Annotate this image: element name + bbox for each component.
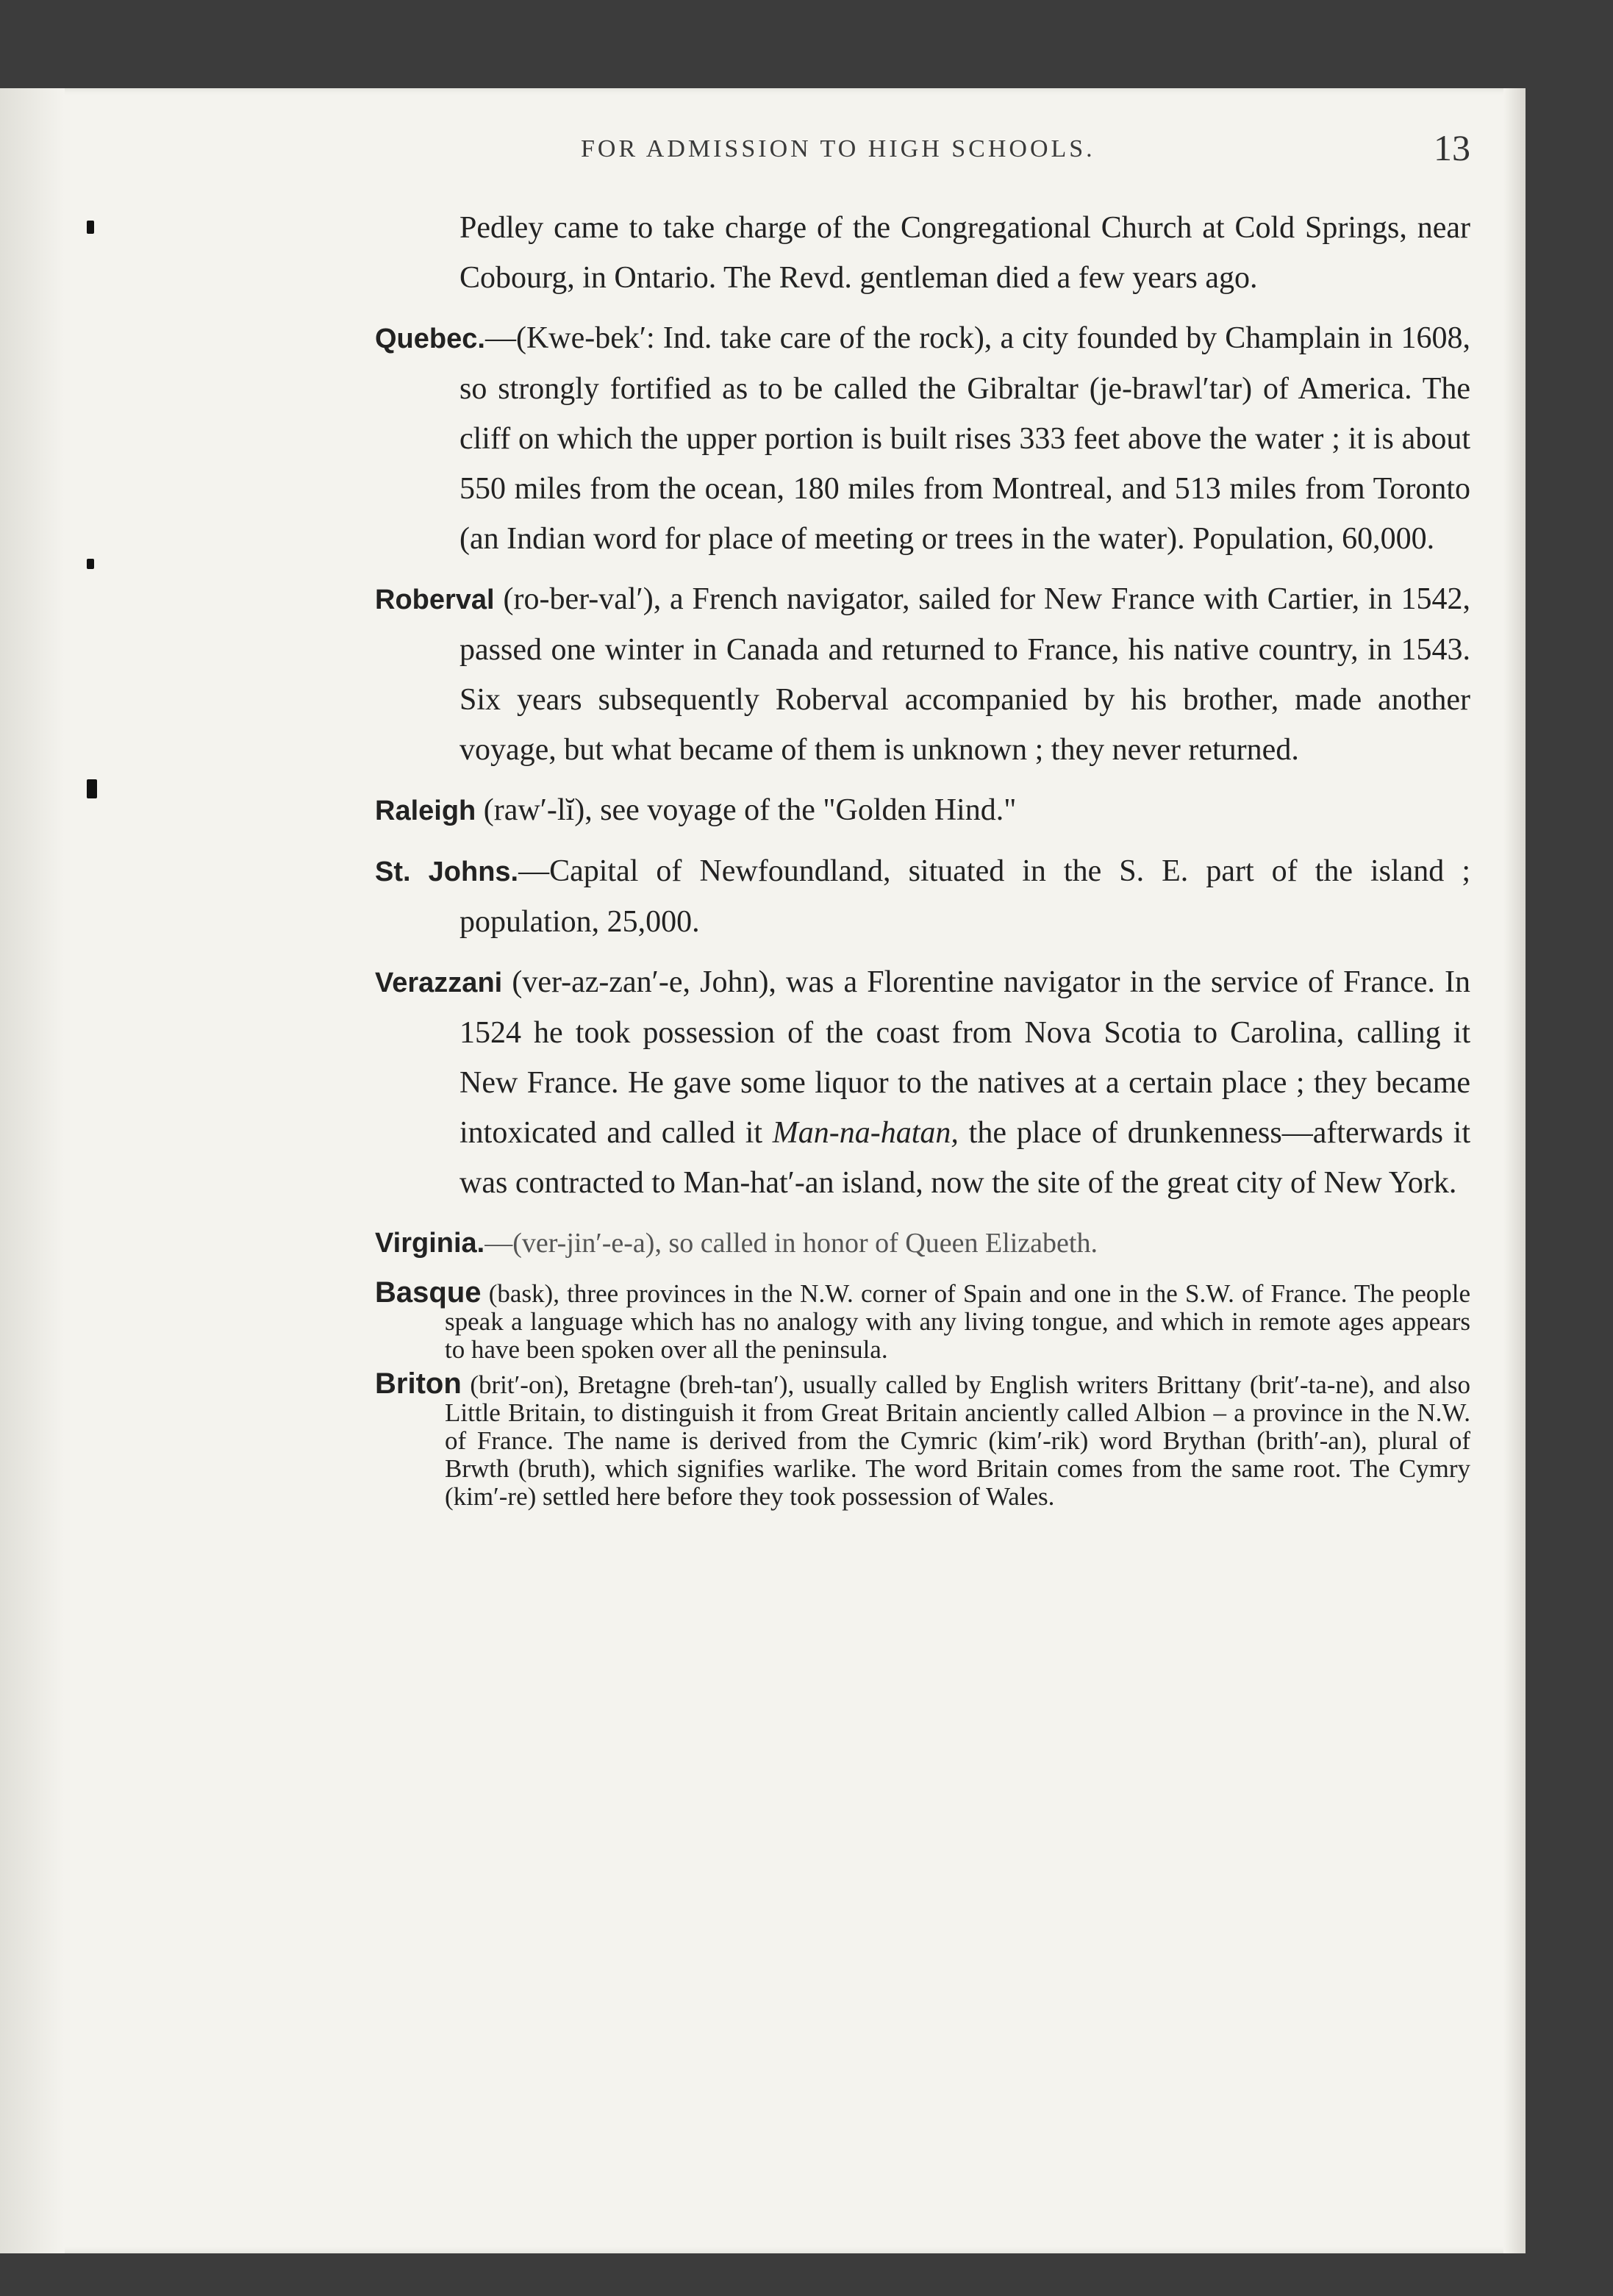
entry-virginia xyxy=(375,1218,1470,1268)
entry-headword: Quebec. xyxy=(375,323,485,354)
entry-basque xyxy=(375,1278,1470,1364)
entry-text: (raw′-lĭ), see voyage of the "Golden Hind." xyxy=(483,793,1017,827)
entry-text: (ro-ber-val′), a French navigator, sailed for New France with Cartier, in 1542, passed one winter in Canada and returned to France, his native country, in 1543. Six years subsequently Roberval accompanied by his brother, made another voyage, but what became of them is unknown ; they never returned. xyxy=(459,582,1471,767)
entry-headword: Verazzani xyxy=(375,968,503,998)
page-header xyxy=(581,126,1470,171)
entry-quebec xyxy=(375,313,1470,564)
entry-roberval xyxy=(375,574,1470,775)
entry-raleigh xyxy=(375,785,1470,836)
entry-headword: St. Johns. xyxy=(375,856,519,887)
entry-headword: Roberval xyxy=(375,584,495,615)
entry-text: (brit′-on), Bretagne (breh-tan′), usually called by English writers Brittany (brit′-ta-ne), and also Little Britain, to distinguish it from Great Britain anciently called Albion – a province in the N.W. of France. The name is derived from the Cymric (kim′-rik) word Brythan (brith′-an), plural of Brwth (bruth), which signifies warlike. The word Britain comes from the same root. The Cymry (kim′-re) settled here before they took possession of Wales. xyxy=(445,1370,1470,1511)
entry-headword: Briton xyxy=(375,1367,462,1400)
entry-text: the place of drunkenness—afterwards it was contracted to Man-hat′-an island, now the site of the great city of New York. xyxy=(459,1116,1471,1200)
entry-headword: Virginia. xyxy=(375,1228,485,1259)
entry-text: (ver-az-zan′-e, John), was a Florentine navigator in the service of France. In 1524 he took possession of the coast from Nova Scotia to Carolina, calling it New France. He gave some liquor to the natives at a certain place ; they became intoxicated and called it xyxy=(459,965,1470,1150)
entry-headword: Raleigh xyxy=(375,795,476,826)
entry-text: —(ver-jin′-e-a), so called in honor of Queen Elizabeth. xyxy=(484,1228,1098,1259)
page-edge xyxy=(1503,88,1526,2253)
entry-text: (bask), three provinces in the N.W. corner of Spain and one in the S.W. of France. The people speak a language which has no analogy with any living tongue, and which in remote ages appears to have been spoken over all the peninsula. xyxy=(445,1279,1471,1364)
page-content xyxy=(375,203,1470,1517)
entry-text: Pedley came to take charge of the Congregational Church at Cold Springs, near Cobourg, in Ontario. The Revd. gentleman died a few years ago. xyxy=(459,211,1470,295)
entry-headword: Basque xyxy=(375,1276,482,1309)
page-number: 13 xyxy=(1434,127,1470,168)
margin-mark xyxy=(87,779,97,798)
entry-briton xyxy=(375,1367,1470,1511)
page-gutter xyxy=(0,88,65,2253)
entry-verazzani xyxy=(375,957,1470,1208)
entry-italic-term: Man-na-hatan, xyxy=(772,1116,959,1150)
entry-pedley-continuation xyxy=(375,203,1470,303)
entry-st-johns xyxy=(375,846,1470,947)
entry-text: —Capital of Newfoundland, situated in the S. E. part of the island ; population, 25,000. xyxy=(459,854,1471,939)
running-head: FOR ADMISSION TO HIGH SCHOOLS. xyxy=(581,135,1095,162)
margin-mark xyxy=(87,221,94,234)
entry-text: —(Kwe-bek′: Ind. take care of the rock), a city founded by Champlain in 1608, so strongly fortified as to be called the Gibraltar (je-brawl′tar) of America. The cliff on which the upper portion is built rises 333 feet above the water ; it is about 550 miles from the ocean, 180 miles from Montreal, and 513 miles from Toronto (an Indian word for place of meeting or trees in the water). Population, 60,000. xyxy=(459,321,1470,556)
margin-mark xyxy=(87,559,94,569)
